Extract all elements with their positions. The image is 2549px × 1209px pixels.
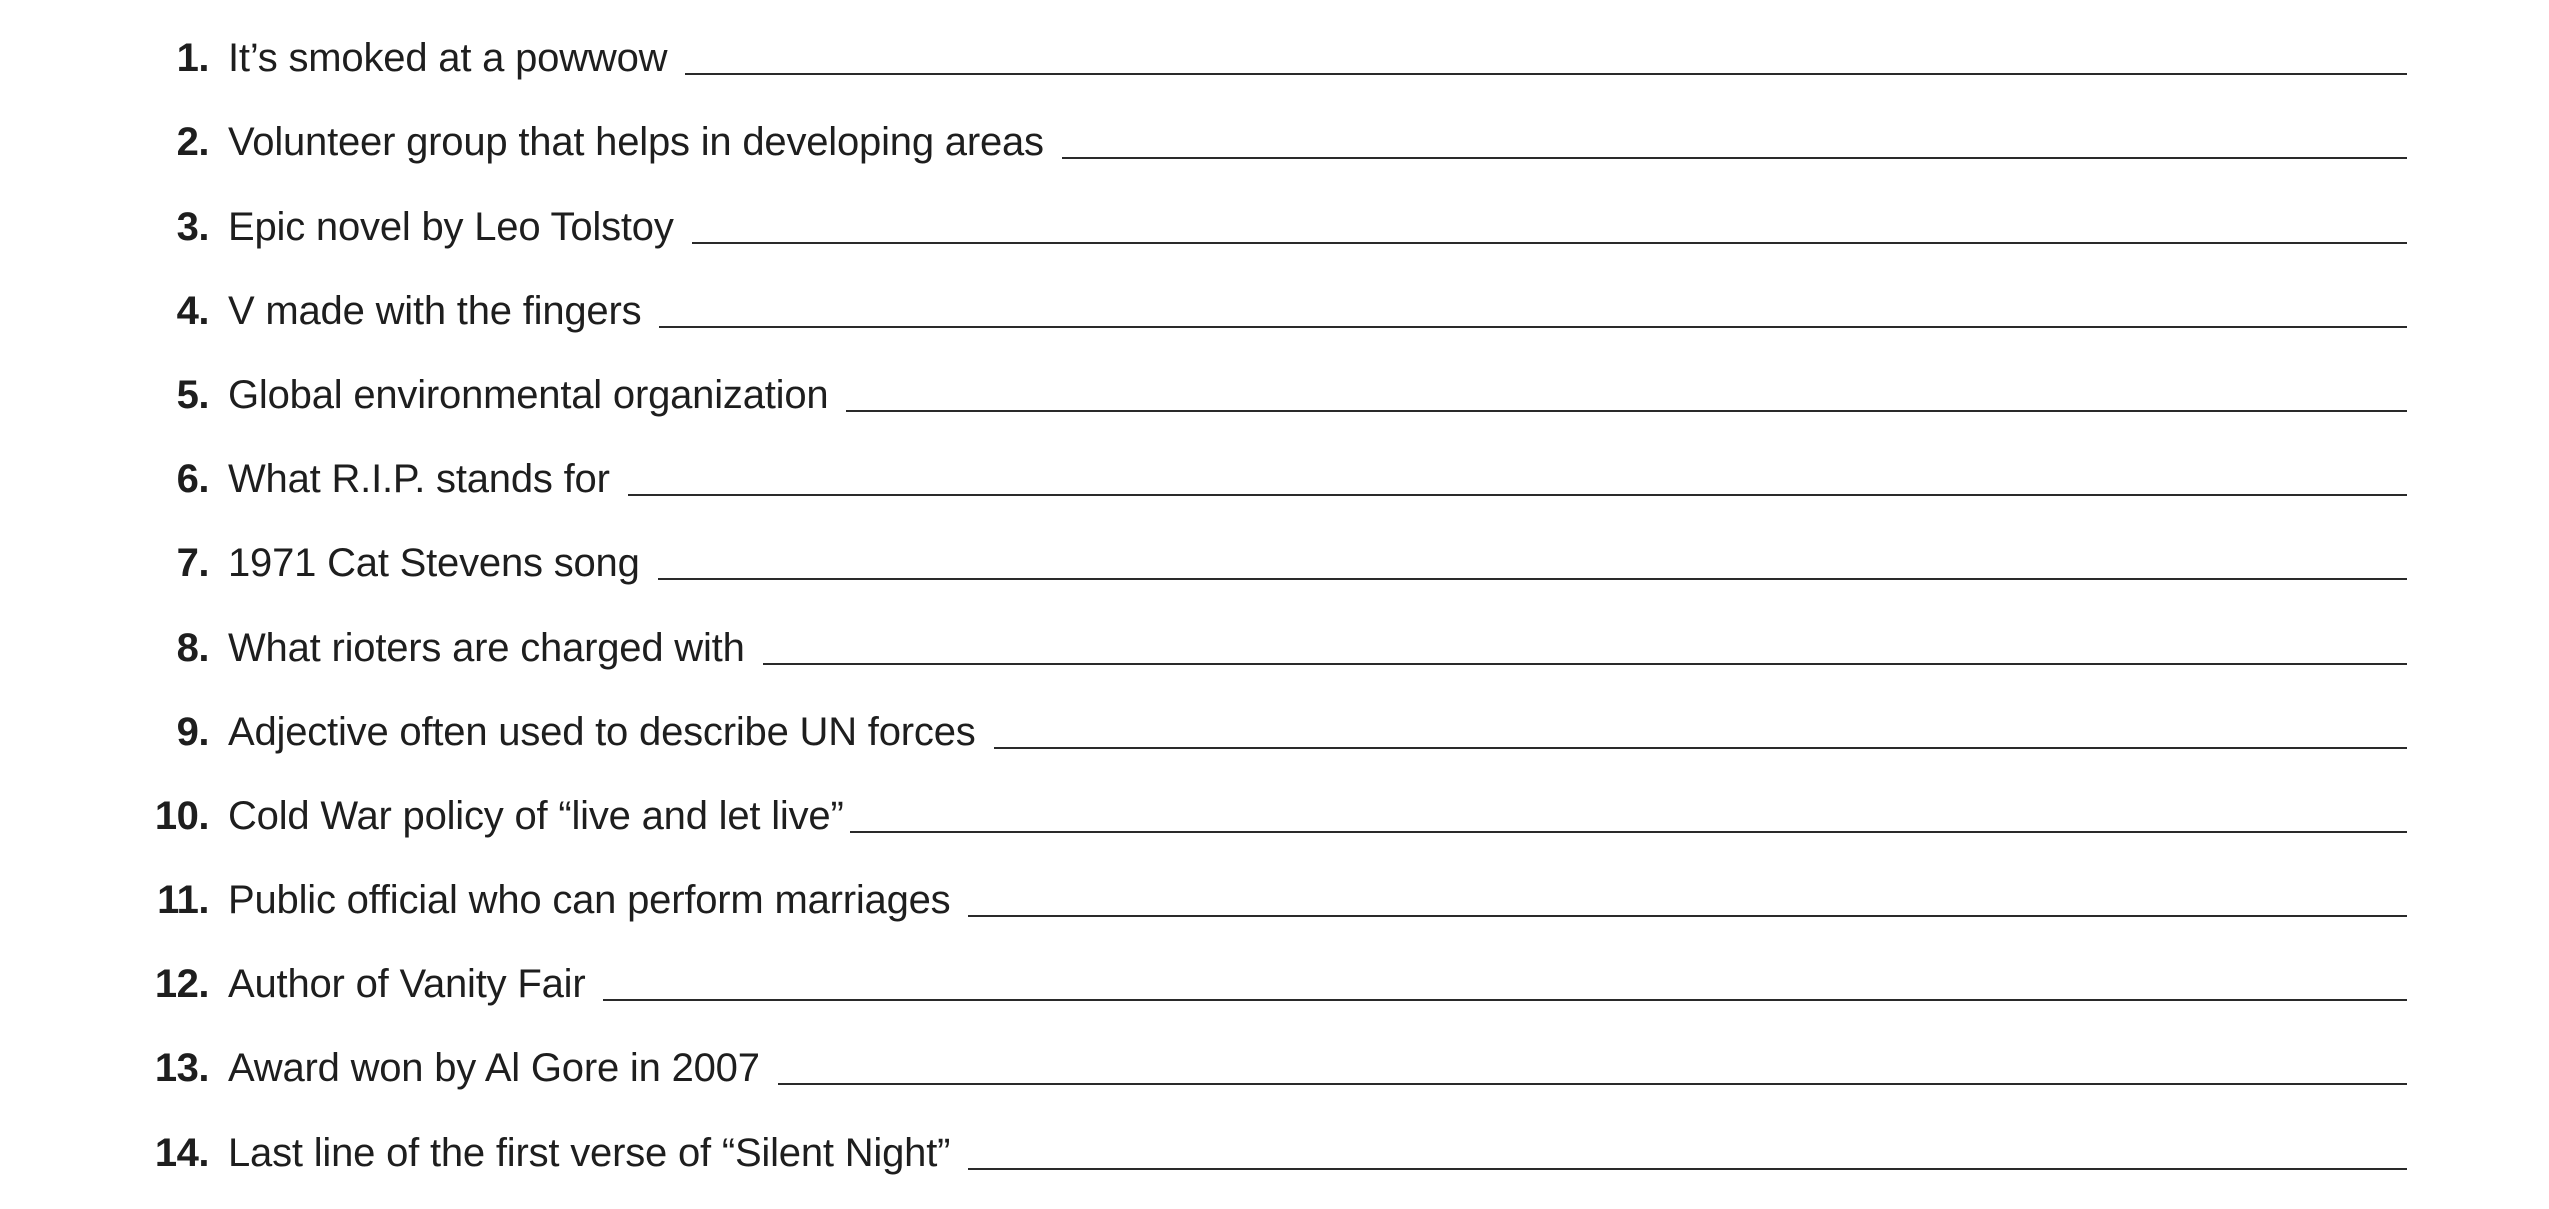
answer-line[interactable]: [628, 494, 2407, 496]
question-row: [0, 435, 2549, 519]
question-number: 8.: [176, 625, 209, 670]
answer-line[interactable]: [968, 1168, 2407, 1170]
question-row: [0, 519, 2549, 603]
question-clue: Award won by Al Gore in 2007: [228, 1046, 760, 1091]
question-clue: Last line of the first verse of “Silent Night”: [228, 1130, 951, 1175]
answer-line[interactable]: [692, 242, 2407, 244]
question-row: [0, 1024, 2549, 1108]
question-row: [0, 603, 2549, 687]
answer-line[interactable]: [763, 663, 2407, 665]
question-row: [0, 98, 2549, 182]
question-clue: Author of Vanity Fair: [228, 962, 586, 1007]
question-row: [0, 182, 2549, 266]
answer-line[interactable]: [778, 1083, 2407, 1085]
worksheet-question-list: [0, 14, 2549, 1193]
question-row: [0, 940, 2549, 1024]
answer-line[interactable]: [658, 578, 2407, 580]
question-number: 6.: [176, 457, 209, 502]
question-row: [0, 856, 2549, 940]
question-row: [0, 267, 2549, 351]
answer-line[interactable]: [968, 915, 2407, 917]
question-number: 14.: [154, 1130, 209, 1175]
question-row: [0, 1108, 2549, 1192]
question-number: 1.: [176, 36, 209, 81]
question-number: 11.: [157, 878, 209, 923]
question-clue: It’s smoked at a powwow: [228, 36, 668, 81]
answer-line[interactable]: [603, 999, 2407, 1001]
question-clue: Cold War policy of “live and let live”: [228, 793, 844, 838]
question-number: 5.: [176, 372, 209, 417]
question-number: 13.: [154, 1046, 209, 1091]
answer-line[interactable]: [850, 831, 2407, 833]
question-number: 2.: [176, 120, 209, 165]
question-clue: Global environmental organization: [228, 372, 829, 417]
question-row: [0, 688, 2549, 772]
answer-line[interactable]: [994, 747, 2407, 749]
question-clue: What R.I.P. stands for: [228, 457, 610, 502]
answer-line[interactable]: [685, 73, 2407, 75]
question-clue: 1971 Cat Stevens song: [228, 541, 640, 586]
answer-line[interactable]: [1062, 157, 2407, 159]
question-number: 12.: [154, 962, 209, 1007]
answer-line[interactable]: [846, 410, 2407, 412]
question-clue: Adjective often used to describe UN forces: [228, 709, 976, 754]
answer-line[interactable]: [659, 326, 2407, 328]
question-row: [0, 14, 2549, 98]
question-clue: Epic novel by Leo Tolstoy: [228, 204, 674, 249]
question-clue: What rioters are charged with: [228, 625, 745, 670]
question-clue: Public official who can perform marriages: [228, 878, 951, 923]
question-number: 9.: [176, 709, 209, 754]
question-number: 4.: [176, 288, 209, 333]
question-number: 7.: [176, 541, 209, 586]
question-row: [0, 772, 2549, 856]
question-number: 3.: [176, 204, 209, 249]
question-number: 10.: [154, 793, 209, 838]
question-clue: V made with the fingers: [228, 288, 642, 333]
question-row: [0, 351, 2549, 435]
question-clue: Volunteer group that helps in developing areas: [228, 120, 1044, 165]
